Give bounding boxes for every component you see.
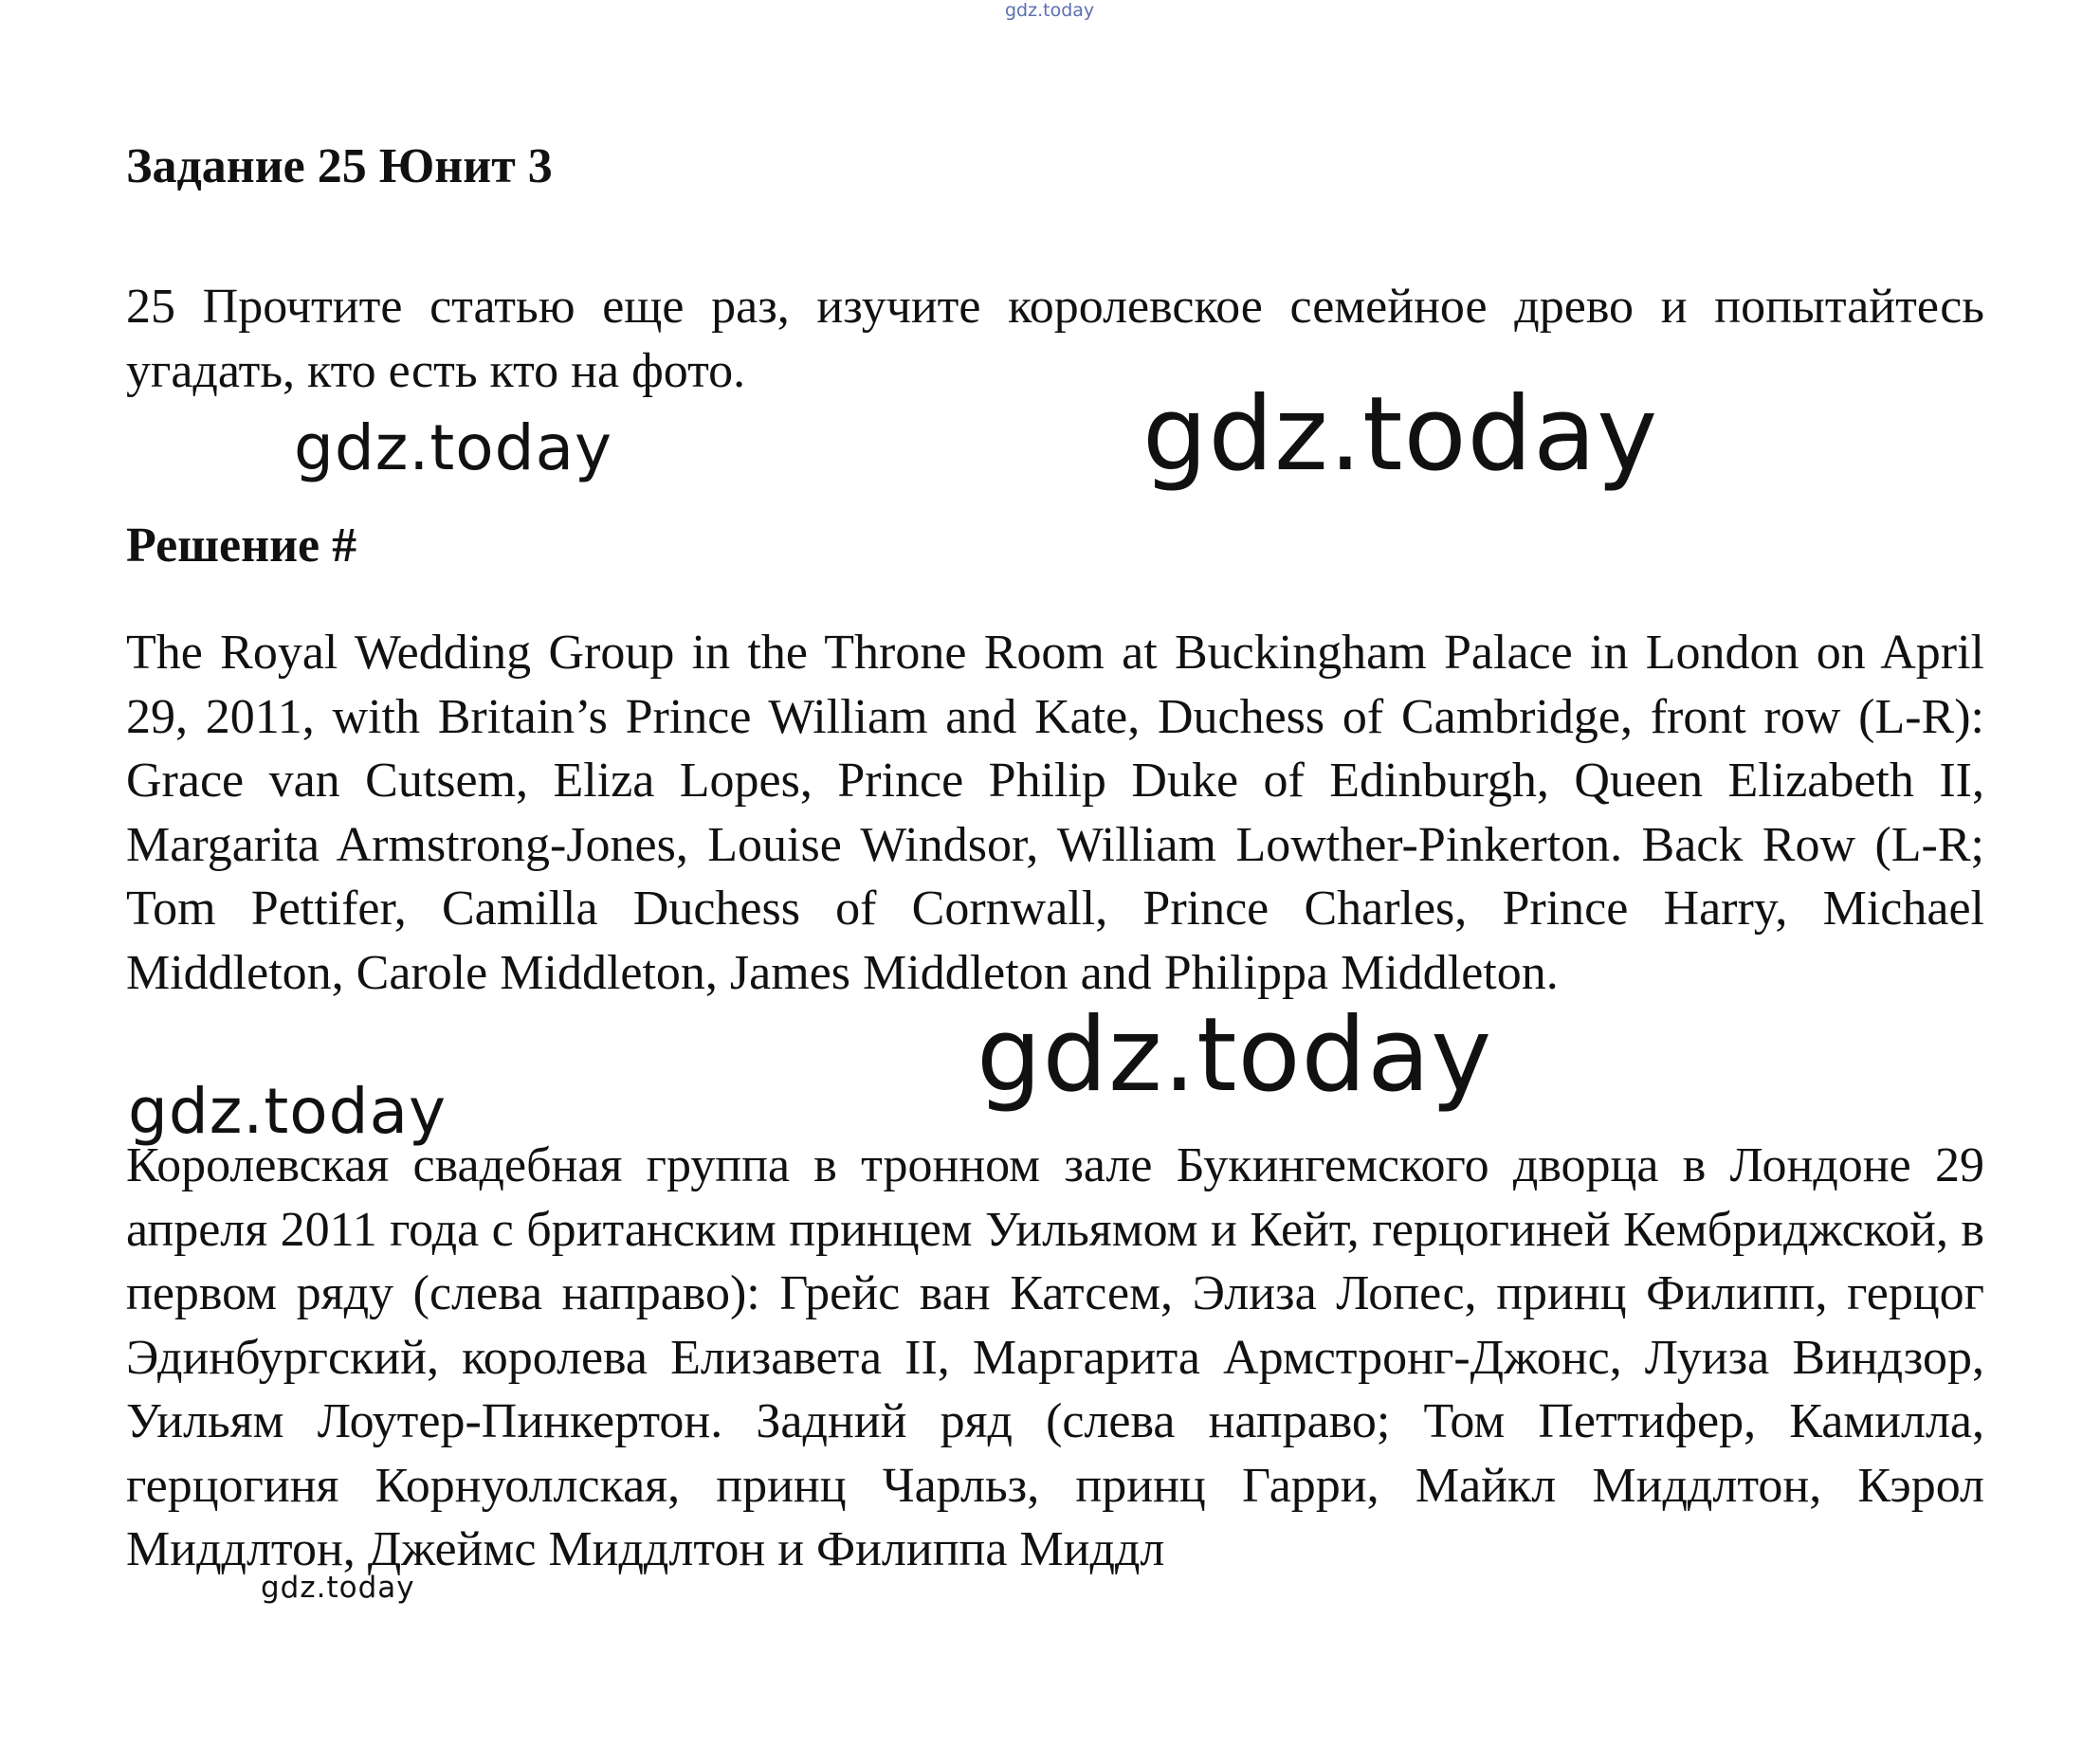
page-title: Задание 25 Юнит 3 [126, 139, 553, 193]
task-text: 25 Прочтите статью еще раз, изучите королевское семейное древо и попытайтесь угадать, кто есть кто на фото. [126, 280, 1984, 398]
english-paragraph: The Royal Wedding Group in the Throne Room at Buckingham Palace in London on April 29, 2011, with Britain’s Prince William and Kate, Duchess of Cambridge, front row (L-R): Grace van Cutsem, Eliza Lopes, Prince Philip Duke of Edinburgh, Queen Elizabeth II, Margarita Armstrong-Jones, Louise Windsor, William Lowther-Pinkerton. Back Row (L-R; Tom Pettifer, Camilla Duchess of Cornwall, Prince Charles, Prince Harry, Michael Middleton, Carole Middleton, James Middleton and Philippa Middleton. [126, 626, 1984, 1000]
watermark-top: gdz.today [1005, 0, 1095, 21]
watermark-tiny-bottom: gdz.today [261, 1571, 415, 1605]
watermark-small-middle-left: gdz.today [128, 1075, 447, 1148]
watermark-large-middle: gdz.today [977, 996, 1493, 1115]
watermark-large-right: gdz.today [1142, 375, 1659, 494]
solution-heading: Решение # [126, 518, 357, 573]
watermark-small-left: gdz.today [294, 411, 613, 484]
russian-paragraph: Королевская свадебная группа в тронном зале Букингемского дворца в Лондоне 29 апреля 2011 года с британским принцем Уильямом и Кейт, герцогиней Кембриджской, в первом ряду (слева направо): Грейс ван Катсем, Элиза Лопес, принц Филипп, герцог Эдинбургский, королева Елизавета II, Маргарита Армстронг-Джонс, Луиза Виндзор, Уильям Лоутер-Пинкертон. Задний ряд (слева направо; Том Петтифер, Камилла, герцогиня Корнуоллская, принц Чарльз, принц Гарри, Майкл Миддлтон, Кэрол Миддлтон, Джеймс Миддлтон и Филиппа Миддл [126, 1138, 1984, 1576]
